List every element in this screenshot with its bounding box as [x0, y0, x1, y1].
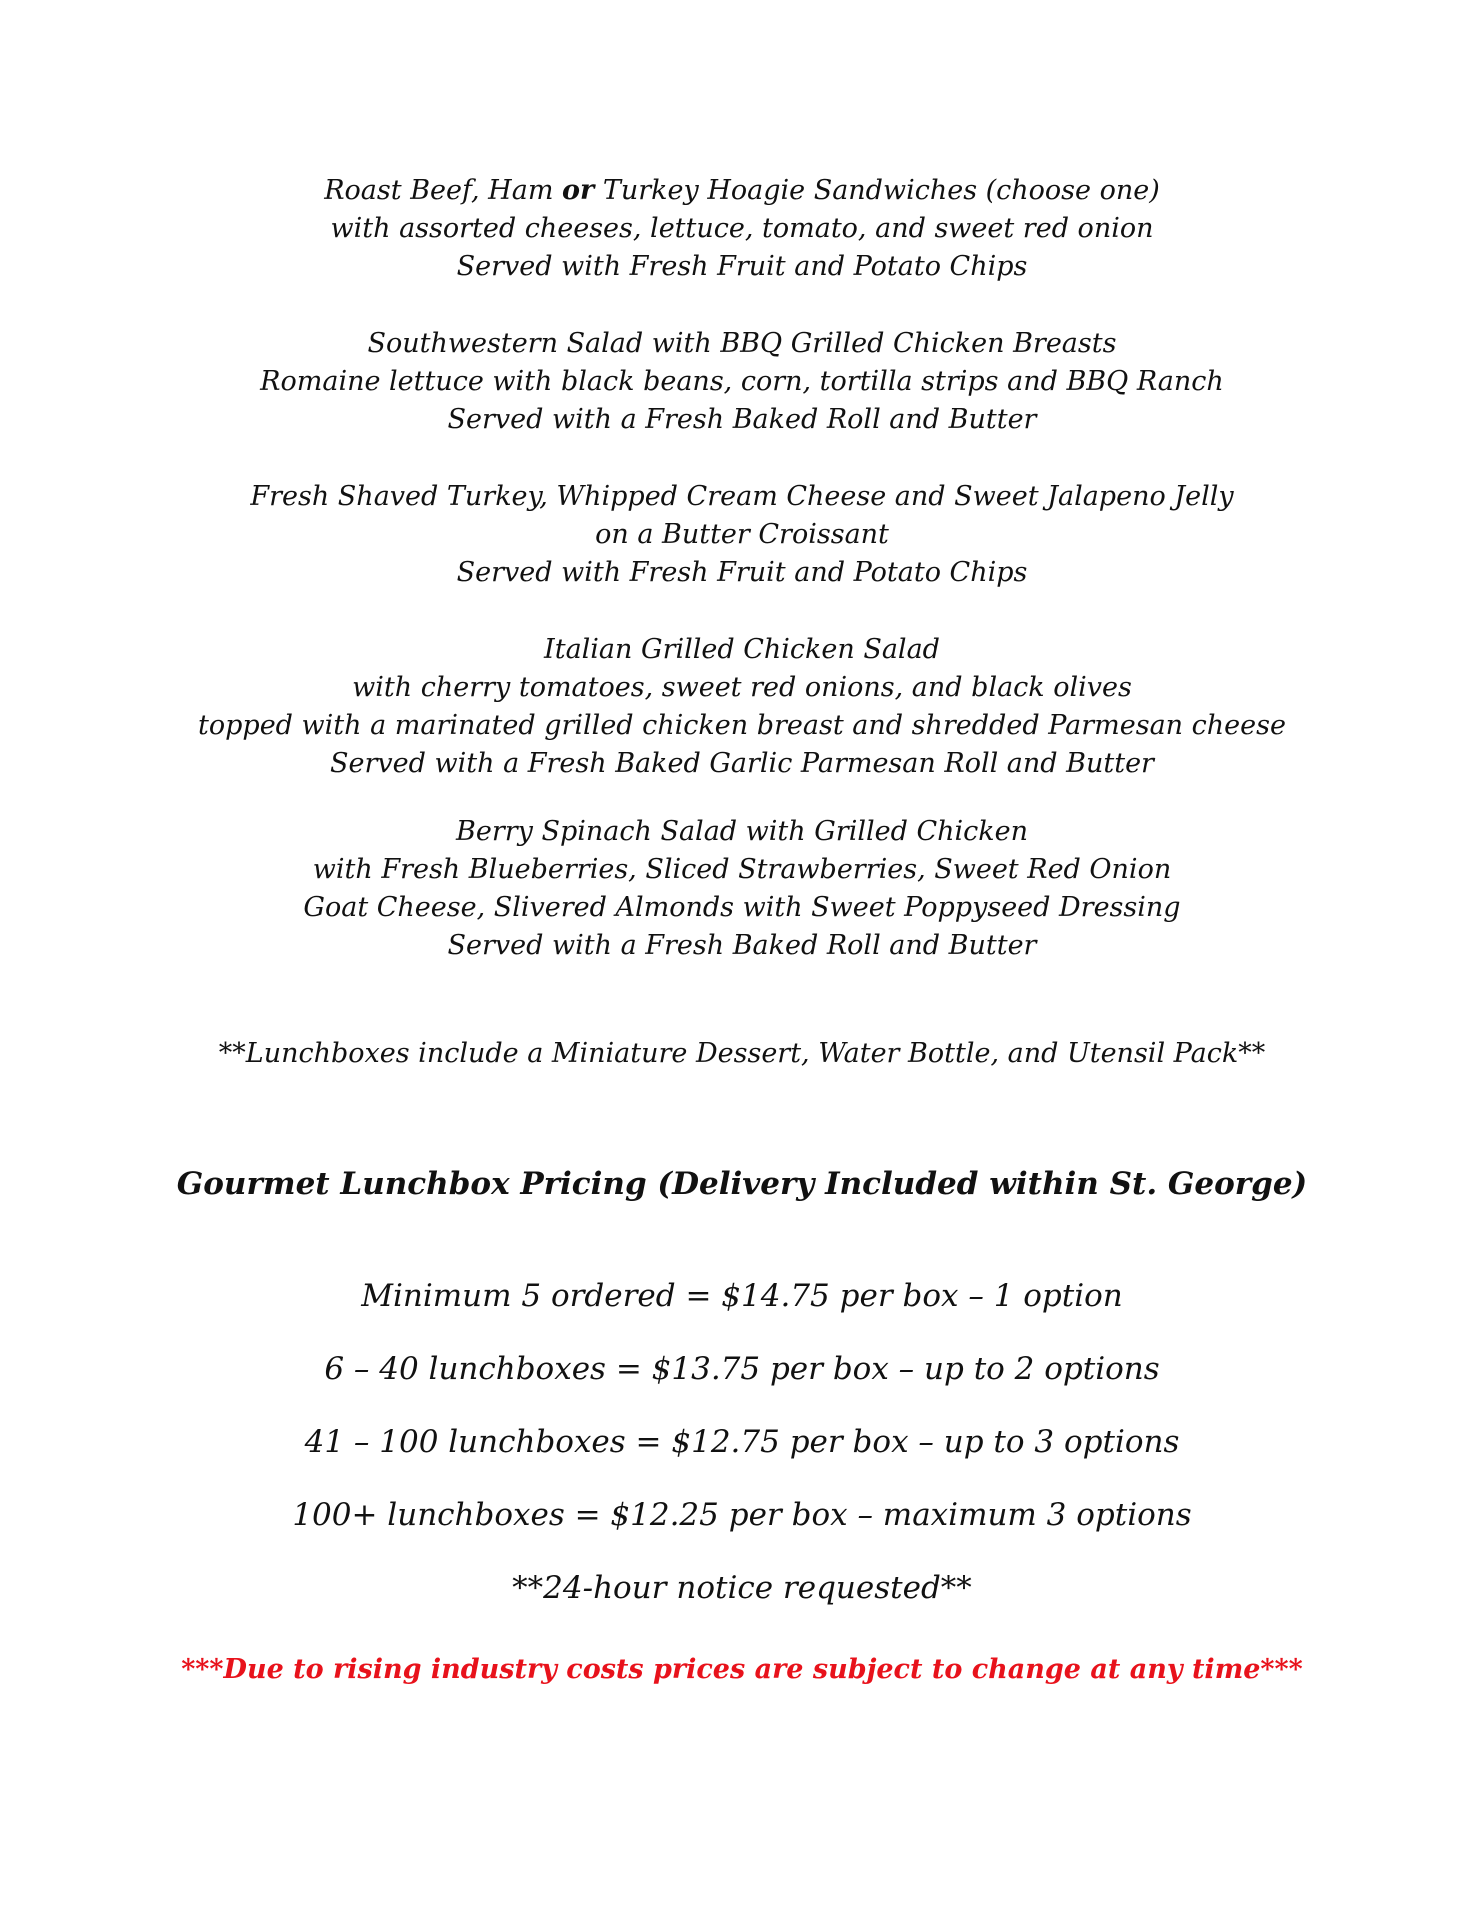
menu-item-line: on a Butter Croissant — [595, 519, 889, 550]
menu-item-line: topped with a marinated grilled chicken breast and shredded Parmesan cheese — [198, 710, 1286, 741]
menu-item-line: Served with a Fresh Baked Roll and Butter — [447, 930, 1037, 961]
menu-item-berry-spinach-salad — [0, 813, 1484, 965]
menu-item-line: Served with Fresh Fruit and Potato Chips — [456, 557, 1028, 588]
menu-item-line: Romaine lettuce with black beans, corn, tortilla strips and BBQ Ranch — [260, 366, 1224, 397]
price-line: 100+ lunchboxes = $12.25 per box – maximum 3 options — [292, 1497, 1192, 1533]
menu-item-line: Served with Fresh Fruit and Potato Chips — [456, 251, 1028, 282]
menu-item-title — [0, 172, 1484, 210]
menu-item-line: Goat Cheese, Slivered Almonds with Sweet Poppyseed Dressing — [303, 892, 1181, 923]
price-line: 41 – 100 lunchboxes = $12.75 per box – up to 3 options — [304, 1424, 1180, 1460]
pricing-heading: Gourmet Lunchbox Pricing (Delivery Included within St. George) — [176, 1166, 1308, 1202]
menu-item-line: Italian Grilled Chicken Salad — [544, 634, 940, 665]
title-or: or — [562, 175, 595, 206]
title-part: Roast Beef, Ham — [324, 175, 563, 206]
menu-item-southwestern-salad — [0, 325, 1484, 439]
price-line: 6 – 40 lunchboxes = $13.75 per box – up to 2 options — [324, 1351, 1160, 1387]
price-line: Minimum 5 ordered = $14.75 per box – 1 option — [361, 1278, 1123, 1314]
menu-item-line: with cherry tomatoes, sweet red onions, and black olives — [352, 672, 1132, 703]
notice-line: **24-hour notice requested** — [512, 1570, 972, 1606]
includes-note: **Lunchboxes include a Miniature Dessert, Water Bottle, and Utensil Pack** — [218, 1038, 1266, 1069]
title-part: Turkey Hoagie Sandwiches (choose one) — [594, 175, 1160, 206]
menu-item-line: Southwestern Salad with BBQ Grilled Chicken Breasts — [367, 328, 1117, 359]
menu-item-line: Served with a Fresh Baked Garlic Parmesan Roll and Butter — [330, 748, 1154, 779]
menu-item-turkey-croissant — [0, 478, 1484, 592]
menu-item-line: Berry Spinach Salad with Grilled Chicken — [456, 816, 1028, 847]
price-disclaimer: ***Due to rising industry costs prices are subject to change at any time*** — [181, 1654, 1303, 1685]
menu-item-hoagie — [0, 172, 1484, 286]
menu-item-line: Served with a Fresh Baked Roll and Butter — [447, 404, 1037, 435]
menu-item-line: with assorted cheeses, lettuce, tomato, and sweet red onion — [330, 213, 1154, 244]
menu-item-line: with Fresh Blueberries, Sliced Strawberries, Sweet Red Onion — [312, 854, 1172, 885]
menu-item-italian-salad — [0, 631, 1484, 783]
menu-item-line: Fresh Shaved Turkey, Whipped Cream Cheese and Sweet Jalapeno Jelly — [250, 481, 1234, 512]
